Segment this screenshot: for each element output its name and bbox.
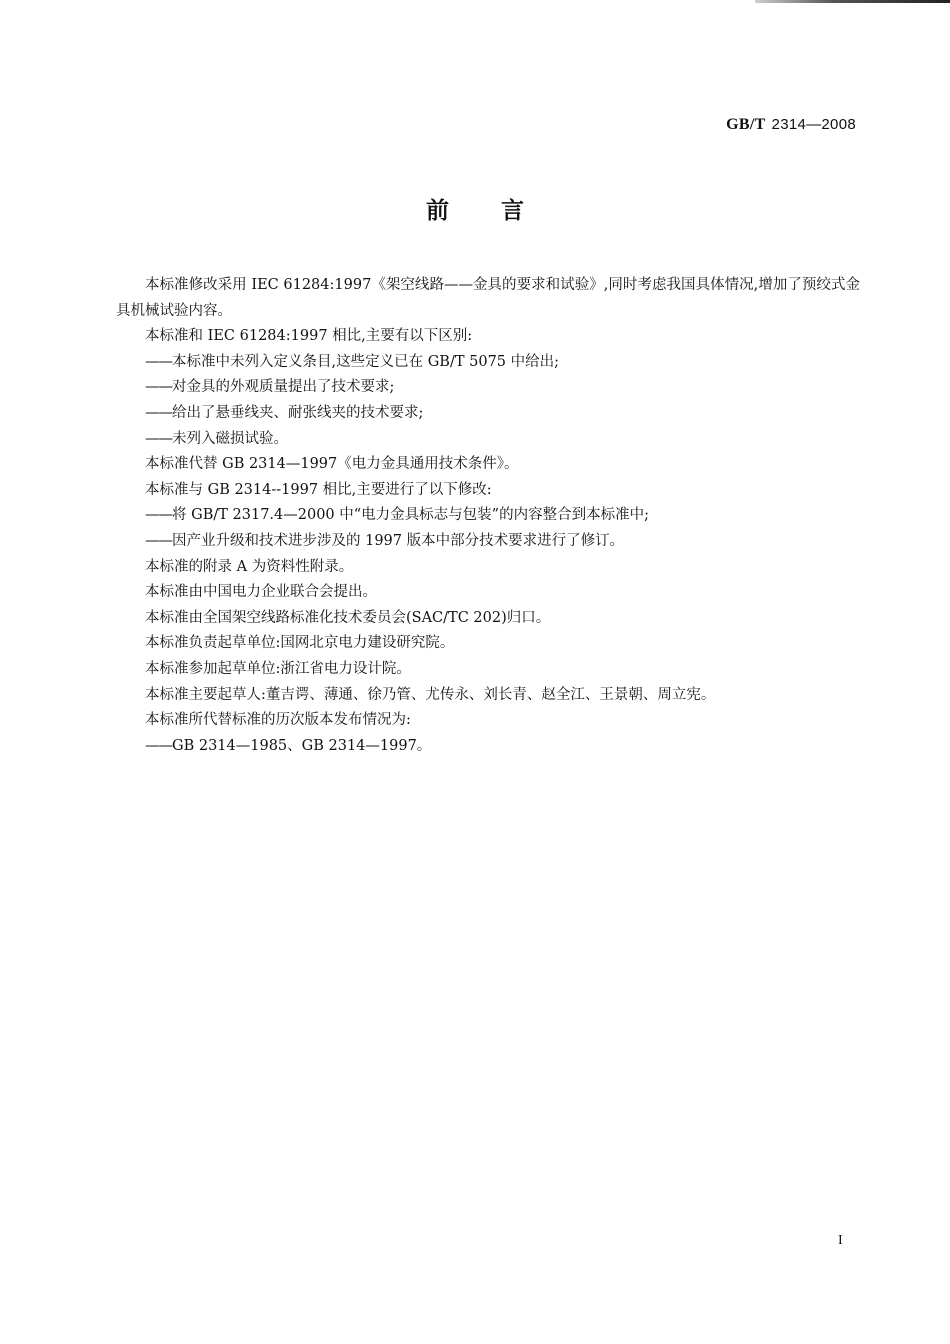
dash-list-item [116, 734, 860, 760]
paragraph: 本标准与 GB 2314--1997 相比,主要进行了以下修改: [145, 481, 492, 498]
em-dash: —— [145, 737, 172, 754]
dash-list-item [116, 401, 860, 427]
paragraph: 本标准修改采用 IEC 61284:1997《架空线路——金具的要求和试验》,同时考虑我国具体情况,增加了预绞式金具机械试验内容。 [116, 277, 860, 319]
dash-list-item [116, 529, 860, 555]
em-dash: —— [145, 532, 172, 549]
dash-list-item [116, 427, 860, 453]
em-dash: —— [145, 430, 172, 447]
dash-list-item [116, 503, 860, 529]
standard-number: 2314—2008 [771, 116, 856, 133]
em-dash: —— [145, 353, 172, 370]
dash-list-item-text: 对金具的外观质量提出了技术要求; [172, 379, 395, 396]
dash-list-item-text: 将 GB/T 2317.4—2000 中“电力金具标志与包装”的内容整合到本标准中; [172, 507, 649, 524]
paragraph: 本标准参加起草单位:浙江省电力设计院。 [145, 660, 411, 677]
dash-list-item-text: 未列入磁损试验。 [172, 430, 288, 447]
scan-edge-artifact [755, 0, 950, 3]
dash-list-item-text: GB 2314—1985、GB 2314—1997。 [172, 737, 432, 754]
page-number: I [838, 1233, 843, 1248]
em-dash: —— [145, 379, 172, 396]
dash-list-item [116, 375, 860, 401]
em-dash: —— [145, 404, 172, 421]
paragraph: 本标准负责起草单位:国网北京电力建设研究院。 [145, 635, 455, 652]
paragraph: 本标准的附录 A 为资料性附录。 [145, 558, 354, 575]
paragraph: 本标准和 IEC 61284:1997 相比,主要有以下区别: [145, 328, 473, 345]
page-title: 前言 [426, 198, 576, 224]
paragraph: 本标准由全国架空线路标准化技术委员会(SAC/TC 202)归口。 [145, 609, 551, 626]
paragraph: 本标准代替 GB 2314—1997《电力金具通用技术条件》。 [145, 456, 519, 473]
standard-number-header [726, 116, 856, 134]
paragraph: 本标准由中国电力企业联合会提出。 [145, 584, 377, 601]
em-dash: —— [145, 507, 172, 524]
paragraph: 本标准主要起草人:董吉谔、薄通、徐乃管、尤传永、刘长青、赵全江、王景朝、周立宪。 [145, 686, 716, 703]
dash-list-item-text: 因产业升级和技术进步涉及的 1997 版本中部分技术要求进行了修订。 [172, 532, 625, 549]
dash-list-item-text: 给出了悬垂线夹、耐张线夹的技术要求; [172, 404, 424, 421]
paragraph: 本标准所代替标准的历次版本发布情况为: [145, 712, 411, 729]
dash-list-item-text: 本标准中未列入定义条目,这些定义已在 GB/T 5075 中给出; [172, 353, 560, 370]
foreword-body [116, 273, 860, 759]
dash-list-item [116, 350, 860, 376]
standard-prefix: GB/T [726, 116, 766, 133]
